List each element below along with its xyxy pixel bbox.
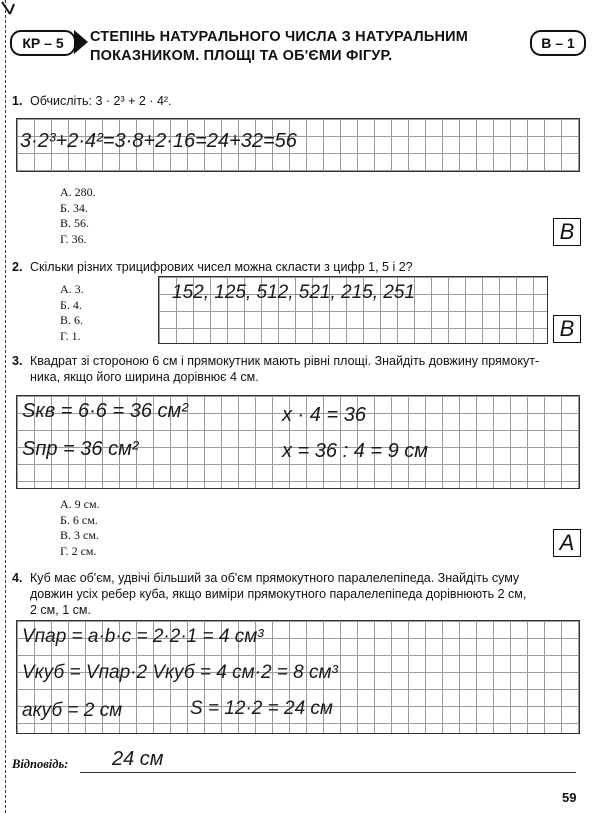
options-2: А. 3. Б. 4. В. 6. Г. 1. (60, 282, 84, 343)
handwritten-area-square: Sкв = 6·6 = 36 см² (22, 400, 188, 422)
answer-box-2[interactable]: В (553, 315, 581, 343)
answer-label: Відповідь: (12, 757, 69, 771)
handwritten-cube-edge: aкуб = 2 см (22, 700, 123, 721)
question-2: 2. Скільки різних трицифрових чисел можна скласти з цифр 1, 5 і 2? (12, 260, 413, 274)
page-title: СТЕПІНЬ НАТУРАЛЬНОГО ЧИСЛА З НАТУРАЛЬНИМ ПОКАЗНИКОМ. ПЛОЩІ ТА ОБ'ЄМИ ФІГУР. (90, 29, 469, 64)
handwritten-solution-3: x = 36 : 4 = 9 см (282, 440, 429, 462)
options-3: А. 9 см. Б. 6 см. В. 3 см. Г. 2 см. (60, 497, 100, 558)
question-4: 4. Куб має об'єм, удвічі більший за об'єм прямокутного паралелепіпеда. Знайдіть суму довжин усіх ребер куба, якщо виміри прямокутного паралелепіпеда дорівнюють 2 см, 2 см, 1 см. (12, 571, 527, 617)
work-code-badge: КР – 5 (10, 30, 76, 56)
answer-box-3[interactable]: А (553, 529, 581, 557)
page-number: 59 (562, 790, 577, 805)
final-answer: 24 см (112, 748, 164, 770)
question-1: 1. Обчисліть: 3 · 2³ + 2 · 4². (12, 94, 172, 108)
answer-line[interactable] (80, 772, 576, 773)
handwritten-volume-cube: Vкуб = Vпар·2 Vкуб = 4 см·2 = 8 см³ (22, 662, 338, 683)
handwritten-edge-sum: S = 12·2 = 24 см (190, 698, 333, 719)
handwritten-volume-prism: Vпар = a·b·c = 2·2·1 = 4 см³ (22, 626, 264, 647)
handwritten-area-rectangle: Sпр = 36 см² (22, 438, 139, 460)
handwritten-equation: x · 4 = 36 (282, 404, 366, 426)
handwritten-solution-1: 3·2³+2·4²=3·8+2·16=24+32=56 (20, 130, 297, 152)
answer-box-1[interactable]: В (553, 218, 581, 246)
options-1: А. 280. Б. 34. В. 56. Г. 36. (60, 185, 96, 246)
arrow-icon (74, 30, 88, 54)
variant-badge: В – 1 (530, 30, 586, 56)
margin-cut-line (5, 0, 6, 813)
handwritten-solution-2: 152, 125, 512, 521, 215, 251 (172, 282, 415, 303)
question-3: 3. Квадрат зі стороною 6 см і прямокутник мають рівні площі. Знайдіть довжину прямокут- ника, якщо його ширина дорівнює 4 см. (12, 354, 540, 384)
check-mark-icon (0, 0, 20, 20)
